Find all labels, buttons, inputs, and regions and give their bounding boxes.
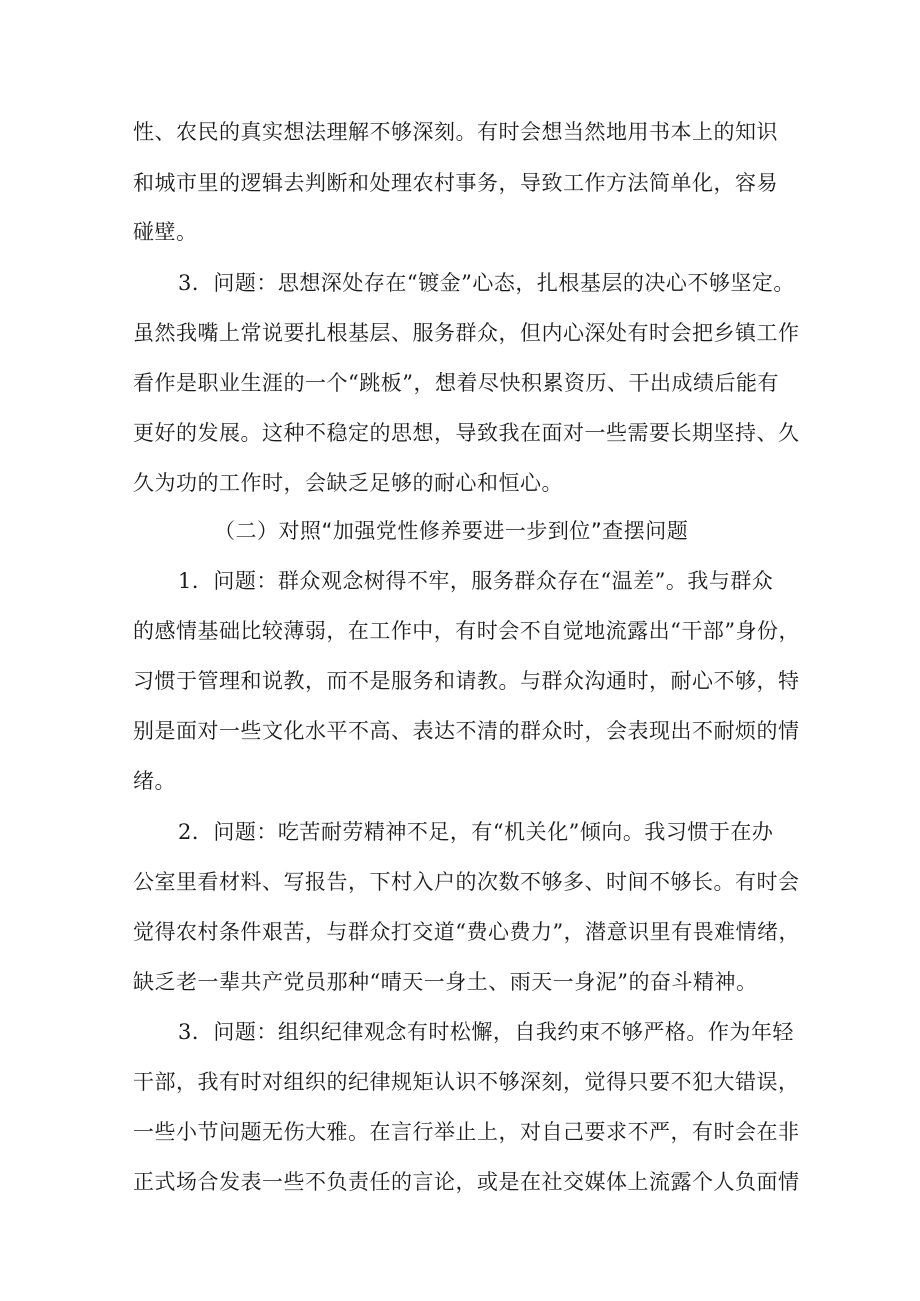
text-line: 别是面对一些文化水平不高、表达不清的群众时，会表现出不耐烦的情 [133, 719, 800, 743]
text-line: 虽然我嘴上常说要扎根基层、服务群众，但内心深处有时会把乡镇工作 [133, 321, 800, 345]
text-line: 3．问题：组织纪律观念有时松懈，自我约束不够严格。作为年轻 [178, 1020, 794, 1044]
text-line: 公室里看材料、写报告，下村入户的次数不够多、时间不够长。有时会 [133, 870, 800, 894]
text-line: 绪。 [133, 769, 176, 793]
text-line: 的感情基础比较薄弱，在工作中，有时会不自觉地流露出“干部”身份， [133, 619, 801, 643]
text-line: 性、农民的真实想法理解不够深刻。有时会想当然地用书本上的知识 [133, 120, 778, 144]
text-line: 看作是职业生涯的一个“跳板”，想着尽快积累资历、干出成绩后能有 [133, 371, 779, 395]
text-line: 更好的发展。这种不稳定的思想，导致我在面对一些需要长期坚持、久 [133, 421, 800, 445]
text-line: 习惯于管理和说教，而不是服务和请教。与群众沟通时，耐心不够，特 [133, 669, 800, 693]
text-line: 3．问题：思想深处存在“镀金”心态，扎根基层的决心不够坚定。 [178, 271, 795, 295]
text-line: 缺乏老一辈共产党员那种“晴天一身土、雨天一身泥”的奋斗精神。 [133, 970, 758, 994]
text-line: 2．问题：吃苦耐劳精神不足，有“机关化”倾向。我习惯于在办 [178, 820, 774, 844]
text-line: 和城市里的逻辑去判断和处理农村事务，导致工作方法简单化，容易 [133, 171, 778, 195]
text-line: 觉得农村条件艰苦，与群众打交道“费心费力”，潜意识里有畏难情绪， [133, 920, 801, 944]
text-line: 干部，我有时对组织的纪律规矩认识不够深刻，觉得只要不犯大错误， [133, 1070, 800, 1094]
text-line: 正式场合发表一些不负责任的言论，或是在社交媒体上流露个人负面情 [133, 1170, 800, 1194]
text-line: 1．问题：群众观念树得不牢，服务群众存在“温差”。我与群众 [178, 569, 774, 593]
text-line: 久为功的工作时，会缺乏足够的耐心和恒心。 [133, 471, 563, 495]
section-heading-text: （二）对照“加强党性修养要进一步到位”查摆问题 [214, 519, 689, 543]
text-line: 一些小节问题无伤大雅。在言行举止上，对自己要求不严，有时会在非 [133, 1120, 800, 1144]
text-line: 碰壁。 [133, 220, 198, 244]
